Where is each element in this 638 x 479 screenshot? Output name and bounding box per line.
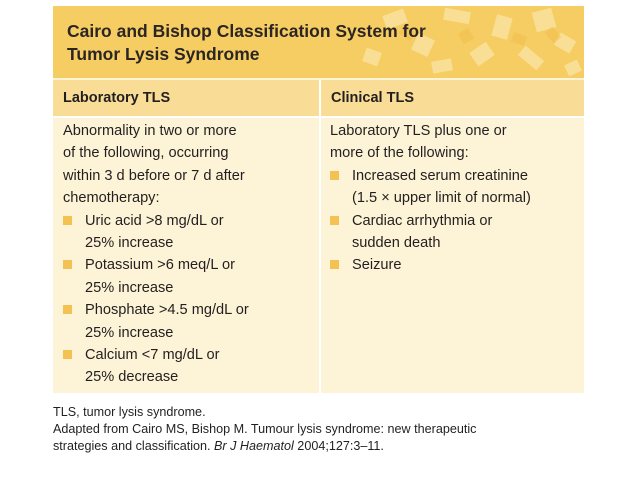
footnote-source-line-1: Adapted from Cairo MS, Bishop M. Tumour lysis syndrome: new therapeutic [53, 421, 477, 436]
bullet-square-icon [330, 171, 339, 180]
bullet-square-icon [63, 350, 72, 359]
list-item: Phosphate >4.5 mg/dL or 25% increase [63, 299, 313, 344]
list-item: Uric acid >8 mg/dL or 25% increase [63, 210, 313, 255]
clinical-tls-intro: Laboratory TLS plus one or more of the following: [330, 123, 507, 162]
laboratory-tls-intro: Abnormality in two or more of the following, occurring within 3 d before or 7 d after chemotherapy: [63, 123, 245, 207]
table-title-band [53, 6, 584, 78]
bullet-square-icon [330, 260, 339, 269]
column-header-laboratory-tls: Laboratory TLS [53, 80, 319, 116]
list-item: Seizure [330, 254, 580, 276]
table-footnote [53, 404, 613, 454]
bullet-square-icon [330, 216, 339, 225]
column-divider [319, 80, 321, 393]
bullet-square-icon [63, 260, 72, 269]
classification-table [53, 6, 584, 393]
footnote-source-line-2: strategies and classification. Br J Haematol 2004;127:3–11. [53, 438, 384, 453]
footnote-abbreviation: TLS, tumor lysis syndrome. [53, 405, 206, 419]
list-item: Potassium >6 meq/L or 25% increase [63, 254, 313, 299]
list-item: Calcium <7 mg/dL or 25% decrease [63, 344, 313, 389]
list-item: Cardiac arrhythmia or sudden death [330, 210, 580, 255]
column-header-clinical-tls: Clinical TLS [321, 80, 584, 116]
journal-name: Br J Haematol [214, 438, 294, 453]
laboratory-tls-cell [63, 120, 313, 389]
clinical-tls-cell [330, 120, 580, 277]
table-title: Cairo and Bishop Classification System for Tumor Lysis Syndrome [67, 21, 426, 64]
bullet-square-icon [63, 216, 72, 225]
list-item: Increased serum creatinine (1.5 × upper limit of normal) [330, 165, 580, 210]
bullet-square-icon [63, 305, 72, 314]
